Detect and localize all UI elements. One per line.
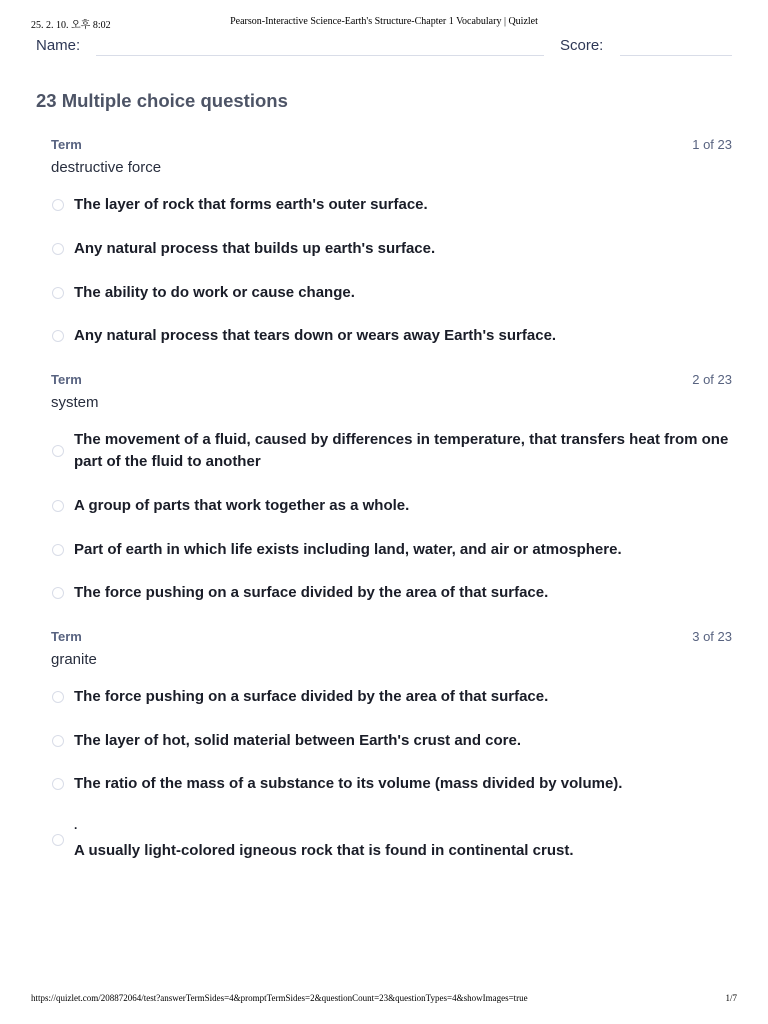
answer-option[interactable]: [51, 282, 732, 304]
name-score-row: [36, 35, 732, 59]
radio-button[interactable]: [52, 834, 64, 846]
score-label: Score:: [560, 37, 604, 54]
radio-button[interactable]: [52, 587, 64, 599]
answer-text: The layer of rock that forms earth's outer surface.: [74, 196, 428, 213]
radio-button[interactable]: [52, 544, 64, 556]
answer-option[interactable]: [51, 238, 732, 260]
answer-text: The ratio of the mass of a substance to its volume (mass divided by volume).: [74, 775, 623, 792]
print-url: https://quizlet.com/208872064/test?answerTermSides=4&promptTermSides=2&questionCount=23&questionTypes=4&showImages=true: [31, 993, 528, 1003]
section-title: 23 Multiple choice questions: [36, 90, 288, 111]
radio-button[interactable]: [52, 287, 64, 299]
answer-note: .: [74, 818, 78, 832]
question-prompt: system: [51, 394, 99, 411]
answer-option[interactable]: [51, 730, 732, 752]
answer-text: Any natural process that builds up earth's surface.: [74, 240, 436, 257]
answer-text: A group of parts that work together as a whole.: [74, 497, 410, 514]
answer-option[interactable]: [51, 582, 732, 604]
print-page-title: Pearson-Interactive Science-Earth's Structure-Chapter 1 Vocabulary | Quizlet: [230, 16, 538, 27]
page-number: 1/7: [725, 993, 737, 1003]
answer-option[interactable]: [51, 686, 732, 708]
answer-text: The force pushing on a surface divided by the area of that surface.: [74, 688, 549, 705]
question-counter: 2 of 23: [692, 372, 732, 387]
answer-text: A usually light-colored igneous rock that is found in continental crust.: [74, 842, 574, 859]
answer-text: The ability to do work or cause change.: [74, 284, 355, 301]
question-card: [51, 137, 732, 352]
question-prompt: destructive force: [51, 159, 162, 176]
term-label: Term: [51, 629, 82, 644]
answer-text: Any natural process that tears down or wears away Earth's surface.: [74, 327, 557, 344]
question-counter: 1 of 23: [692, 137, 732, 152]
name-label: Name:: [36, 37, 81, 54]
answer-text: Part of earth in which life exists including land, water, and air or atmosphere.: [74, 541, 622, 558]
question-card: [51, 372, 732, 607]
print-date: 25. 2. 10. 오후 8:02: [31, 20, 111, 31]
question-card: [51, 629, 732, 869]
radio-button[interactable]: [52, 778, 64, 790]
answer-text: The layer of hot, solid material between Earth's crust and core.: [74, 732, 522, 749]
name-field[interactable]: [96, 55, 544, 56]
radio-button[interactable]: [52, 199, 64, 211]
score-field[interactable]: [620, 55, 732, 56]
answer-text: The movement of a fluid, caused by differences in temperature, that transfers heat from one part of the fluid to another: [74, 431, 729, 470]
answer-option[interactable]: [51, 495, 732, 517]
radio-button[interactable]: [52, 445, 64, 457]
radio-button[interactable]: [52, 735, 64, 747]
question-counter: 3 of 23: [692, 629, 732, 644]
term-label: Term: [51, 372, 82, 387]
radio-button[interactable]: [52, 691, 64, 703]
answer-option[interactable]: [51, 773, 732, 795]
radio-button[interactable]: [52, 500, 64, 512]
term-label: Term: [51, 137, 82, 152]
answer-option[interactable]: [51, 819, 732, 865]
answer-option[interactable]: [51, 539, 732, 561]
answer-option[interactable]: [51, 429, 732, 473]
answer-option[interactable]: [51, 325, 732, 347]
radio-button[interactable]: [52, 243, 64, 255]
print-header: [0, 16, 768, 30]
answer-text-block: [74, 819, 729, 862]
answer-text: The force pushing on a surface divided by the area of that surface.: [74, 584, 549, 601]
question-prompt: granite: [51, 651, 97, 668]
radio-button[interactable]: [52, 330, 64, 342]
answer-option[interactable]: [51, 194, 732, 216]
print-footer: [0, 993, 768, 1007]
